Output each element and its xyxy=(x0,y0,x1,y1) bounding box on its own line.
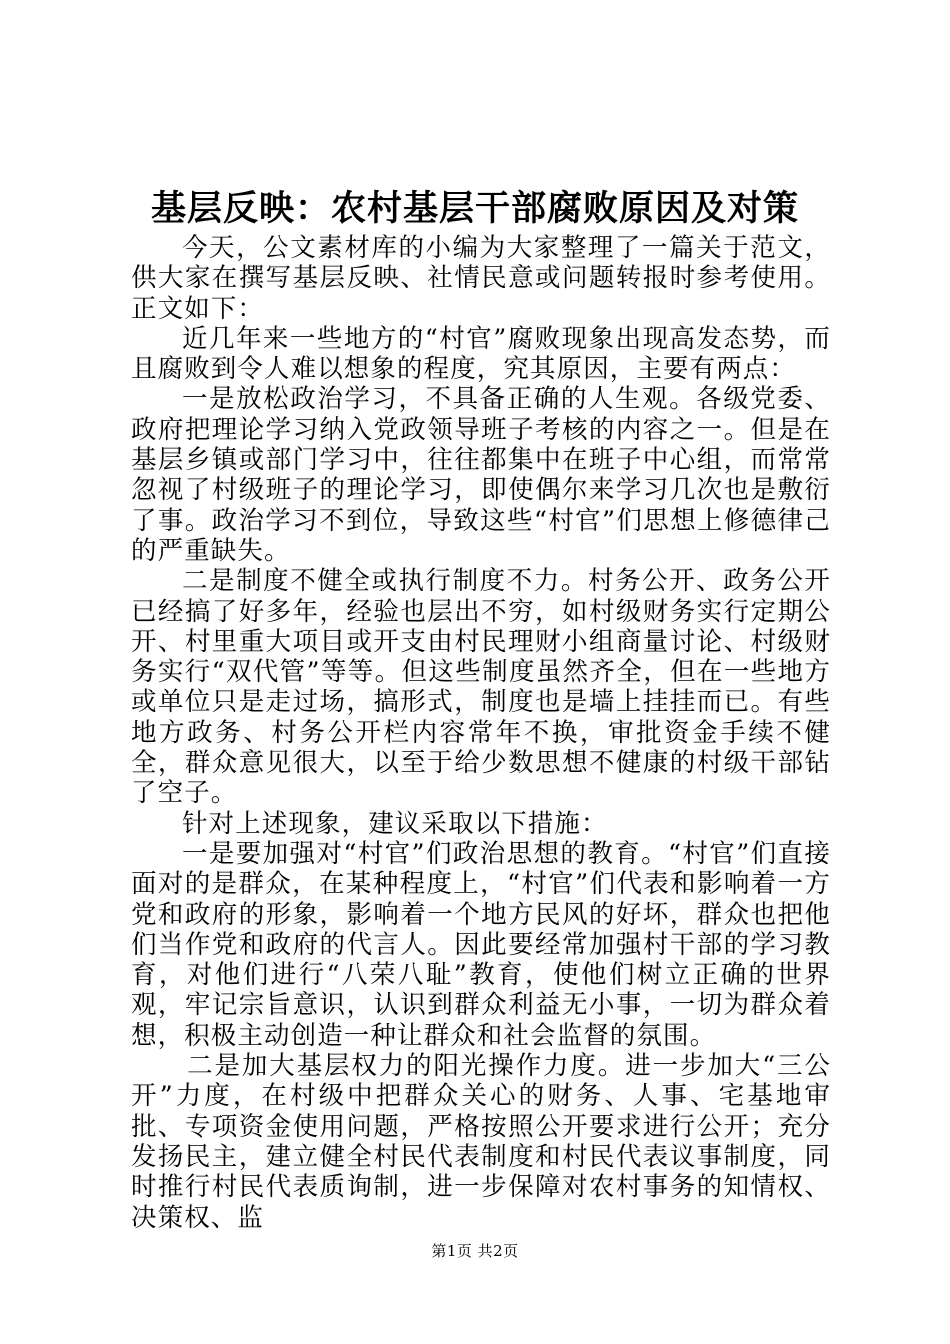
paragraph-cause-two: 二是制度不健全或执行制度不力。村务公开、政务公开已经搞了好多年，经验也层出不穷，如村级财务实行定期公开、村里重大项目或开支由村民理财小组商量讨论、村级财务实行“双代管”等等。但这些制度虽然齐全，但在一些地方或单位只是走过场，搞形式，制度也是墙上挂挂而已。有些地方政务、村务公开栏内容常年不换，审批资金手续不健全，群众意见很大，以至于给少数思想不健康的村级干部钻了空子。 xyxy=(131,566,831,809)
paragraph-measure-two: 二是加大基层权力的阳光操作力度。进一步加大“三公开”力度，在村级中把群众关心的财务、人事、宅基地审批、专项资金使用问题，严格按照公开要求进行公开；充分发扬民主，建立健全村民代表制度和村民代表议事制度，同时推行村民代表质询制，进一步保障对农村事务的知情权、决策权、监 xyxy=(131,1051,831,1233)
paragraph-cause-one: 一是放松政治学习，不具备正确的人生观。各级党委、政府把理论学习纳入党政领导班子考核的内容之一。但是在基层乡镇或部门学习中，往往都集中在班子中心组，而常常忽视了村级班子的理论学习，即使偶尔来学习几次也是敷衍了事。政治学习不到位，导致这些“村官”们思想上修德律己的严重缺失。 xyxy=(131,384,831,566)
paragraph-intro: 今天，公文素材库的小编为大家整理了一篇关于范文，供大家在撰写基层反映、社情民意或问题转报时参考使用。正文如下： xyxy=(131,233,831,324)
paragraph-measure-one: 一是要加强对“村官”们政治思想的教育。“村官”们直接面对的是群众，在某种程度上，“村官”们代表和影响着一方党和政府的形象，影响着一个地方民风的好坏，群众也把他们当作党和政府的代言人。因此要经常加强村干部的学习教育，对他们进行“八荣八耻”教育，使他们树立正确的世界观，牢记宗旨意识，认识到群众利益无小事，一切为群众着想，积极主动创造一种让群众和社会监督的氛围。 xyxy=(131,838,831,1051)
paragraph-measures-intro: 针对上述现象，建议采取以下措施： xyxy=(182,808,608,839)
document-title: 基层反映：农村基层干部腐败原因及对策 xyxy=(150,188,799,229)
document-body xyxy=(131,233,831,1233)
page-number-footer: 第1页 共2页 xyxy=(431,1242,519,1260)
paragraph-background: 近几年来一些地方的“村官”腐败现象出现高发态势，而且腐败到令人难以想象的程度，究其原因，主要有两点： xyxy=(131,323,831,385)
